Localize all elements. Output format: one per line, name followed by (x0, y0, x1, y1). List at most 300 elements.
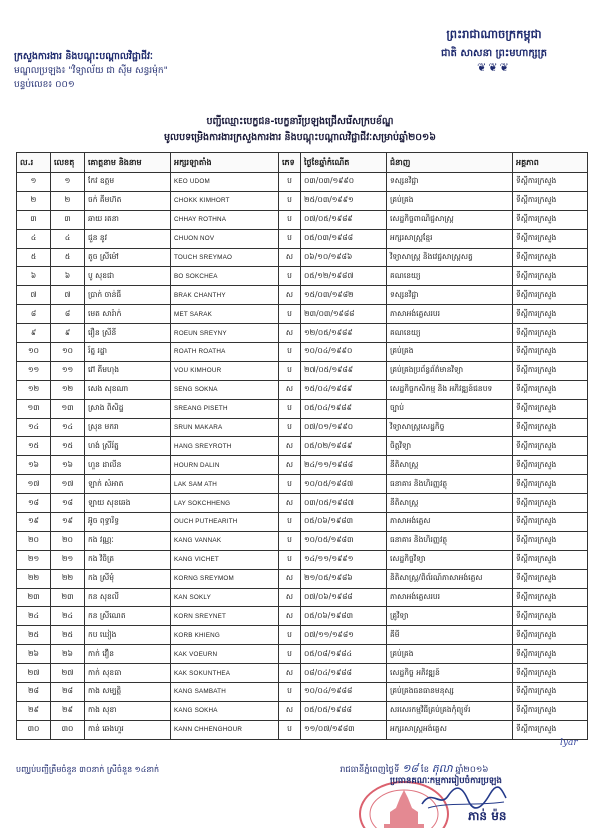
col-header-unit: អគ្គភាព (513, 153, 588, 173)
cell-unit: ទីស្តីការក្រសួង (513, 267, 588, 286)
cell-no: ១៥ (17, 437, 51, 456)
document-title (0, 115, 600, 145)
cell-dob: ១១/០៧/១៩៨៣ (301, 720, 387, 739)
cell-dob: ០៧/០៥/១៩៨៩ (301, 210, 387, 229)
cell-skill: វិទ្យាសាស្ត្រ និងវេជ្ជសាស្ត្រសត្វ (387, 248, 513, 267)
cell-no: ២១ (17, 550, 51, 569)
col-header-latin-name: អក្សរឡាតាំង (171, 153, 279, 173)
table-row (17, 324, 588, 343)
table-row (17, 210, 588, 229)
cell-sex: ស (279, 494, 301, 513)
cell-sex: ប (279, 305, 301, 324)
cell-dob: ២៥/០៣/១៩៩១ (301, 191, 387, 210)
cell-unit: ទីស្តីការក្រសួង (513, 286, 588, 305)
cell-no: ៩ (17, 324, 51, 343)
cell-sex: ប (279, 191, 301, 210)
cell-desk: ១៧ (51, 475, 85, 494)
cell-dob: ១៥/០៤/១៩៨៩ (301, 380, 387, 399)
cell-khmer-name: អ៊ូច ពុទ្ធារិទ្ធ (85, 513, 171, 532)
cell-latin-name: OUCH PUTHEARITH (171, 513, 279, 532)
cell-skill: ចិត្តវិទ្យា (387, 437, 513, 456)
cell-khmer-name: កន សុខលី (85, 588, 171, 607)
kingdom-header (404, 27, 584, 74)
cell-dob: ០៥/០២/១៩៨៩ (301, 437, 387, 456)
cell-desk: ២៩ (51, 701, 85, 720)
cell-sex: ប (279, 229, 301, 248)
cell-desk: ១០ (51, 343, 85, 362)
table-row (17, 248, 588, 267)
cell-unit: ទីស្តីការក្រសួង (513, 437, 588, 456)
cell-desk: ២៤ (51, 607, 85, 626)
cell-desk: ២០ (51, 531, 85, 550)
cell-no: ២៨ (17, 683, 51, 702)
cell-desk: ១ (51, 173, 85, 192)
cell-dob: ២៣/០៣/១៩៨៨ (301, 305, 387, 324)
table-row (17, 456, 588, 475)
cell-no: ១២ (17, 380, 51, 399)
cell-sex: ប (279, 267, 301, 286)
cell-dob: ១០/០៥/១៩៨៣ (301, 531, 387, 550)
cell-unit: ទីស្តីការក្រសួង (513, 324, 588, 343)
cell-no: ៣ (17, 210, 51, 229)
cell-desk: ៥ (51, 248, 85, 267)
cell-sex: ស (279, 324, 301, 343)
date-prefix: រាជធានីភ្នំពេញថ្ងៃទី (340, 765, 400, 775)
ministry-header (14, 50, 334, 92)
cell-no: ១៨ (17, 494, 51, 513)
cell-desk: ២២ (51, 569, 85, 588)
col-header-sex: ភេទ (279, 153, 301, 173)
cell-no: ៨ (17, 305, 51, 324)
table-row (17, 173, 588, 192)
cell-dob: ១០/០៥/១៩៨៧ (301, 475, 387, 494)
table-header-row (17, 153, 588, 173)
cell-latin-name: KORN SREYNET (171, 607, 279, 626)
cell-unit: ទីស្តីការក្រសួង (513, 569, 588, 588)
cell-khmer-name: កាក់ វឿន (85, 645, 171, 664)
cell-skill: នីតិសាស្ត្រ (387, 494, 513, 513)
cell-latin-name: ROEUN SREYNY (171, 324, 279, 343)
cell-latin-name: SRUN MAKARA (171, 418, 279, 437)
cell-latin-name: KANG SAMBATH (171, 683, 279, 702)
kingdom-title: ព្រះរាជាណាចក្រកម្ពុជា (446, 27, 542, 41)
cell-desk: ១៦ (51, 456, 85, 475)
cell-dob: ០៣/០៥/១៩៨៧ (301, 494, 387, 513)
cell-desk: ១៩ (51, 513, 85, 532)
table-row (17, 550, 588, 569)
cell-khmer-name: ឡាក់ សំអាត (85, 475, 171, 494)
cell-no: ២ (17, 191, 51, 210)
cell-khmer-name: ជួន នូវ (85, 229, 171, 248)
cell-unit: ទីស្តីការក្រសួង (513, 588, 588, 607)
cell-latin-name: SENG SOKNA (171, 380, 279, 399)
cell-unit: ទីស្តីការក្រសួង (513, 343, 588, 362)
cell-latin-name: KAK SOKUNTHEA (171, 664, 279, 683)
cell-no: ១៣ (17, 399, 51, 418)
cell-unit: ទីស្តីការក្រសួង (513, 191, 588, 210)
cell-desk: ៣ (51, 210, 85, 229)
cell-no: ៧ (17, 286, 51, 305)
cell-desk: ១៤ (51, 418, 85, 437)
cell-latin-name: TOUCH SREYMAO (171, 248, 279, 267)
cell-latin-name: CHOKK KIMHORT (171, 191, 279, 210)
cell-latin-name: KORB KHIENG (171, 626, 279, 645)
cell-skill: សរសេរកម្មវិធីគ្រប់គ្រងកុំព្យូទ័រ (387, 701, 513, 720)
cell-sex: ស (279, 588, 301, 607)
signer-name: ភាន់ ម៉ន (468, 809, 507, 823)
table-row (17, 418, 588, 437)
cell-latin-name: BRAK CHANTHY (171, 286, 279, 305)
cell-desk: ៦ (51, 267, 85, 286)
cell-khmer-name: កាង សុខា (85, 701, 171, 720)
table-row (17, 267, 588, 286)
table-row (17, 399, 588, 418)
cell-unit: ទីស្តីការក្រសួង (513, 399, 588, 418)
cell-unit: ទីស្តីការក្រសួង (513, 645, 588, 664)
cell-desk: ២៥ (51, 626, 85, 645)
cell-unit: ទីស្តីការក្រសួង (513, 380, 588, 399)
cell-dob: ០៥/០៤/១៩៨៩ (301, 399, 387, 418)
cell-khmer-name: ឆាយ រតនា (85, 210, 171, 229)
table-row (17, 626, 588, 645)
cell-skill: អក្សរសាស្ត្រអង់គ្លេស (387, 720, 513, 739)
cell-khmer-name: កាក់ សុខធា (85, 664, 171, 683)
cell-no: ២២ (17, 569, 51, 588)
cell-skill: សេដ្ឋកិច្ច អភិវឌ្ឍន៍ (387, 664, 513, 683)
cell-sex: ប (279, 343, 301, 362)
col-header-no: ល.រ (17, 153, 51, 173)
cell-skill: គ្រប់គ្រងប្រព័ន្ធព័ត៌មានវិទ្យា (387, 361, 513, 380)
cell-latin-name: KANG VICHET (171, 550, 279, 569)
cell-sex: ស (279, 456, 301, 475)
cell-khmer-name: កន ស្រីណេត (85, 607, 171, 626)
cell-skill: អក្សរសាស្ត្រខ្មែរ (387, 229, 513, 248)
cell-latin-name: SREANG PISETH (171, 399, 279, 418)
date-year: ឆ្នាំ២០១៦ (455, 765, 489, 775)
cell-khmer-name: រឿន ស្រីនី (85, 324, 171, 343)
cell-no: ១៩ (17, 513, 51, 532)
cell-khmer-name: កែវ ឧត្តម (85, 173, 171, 192)
cell-latin-name: KORNG SREYMOM (171, 569, 279, 588)
table-row (17, 494, 588, 513)
cell-dob: ១៤/១១/១៩៩១ (301, 550, 387, 569)
cell-unit: ទីស្តីការក្រសួង (513, 626, 588, 645)
cell-dob: ០៣/០៣/១៩៩០ (301, 173, 387, 192)
cell-skill: ភាសាអង់គ្លេស (387, 513, 513, 532)
room-number: បន្ទប់លេខ៖ ០០១ (14, 80, 75, 90)
cell-no: ២៣ (17, 588, 51, 607)
cell-sex: ប (279, 399, 301, 418)
cell-no: ១៦ (17, 456, 51, 475)
handwritten-initials: lyar (560, 738, 578, 748)
cell-skill: និតិសាស្ត្រ/ពិព័រណ៍ភាសាអង់គ្លេស (387, 569, 513, 588)
date-month-label: ខែ (420, 765, 429, 775)
cell-skill: សេដ្ឋកិច្ចកសិកម្ម និង អភិវឌ្ឍន៍ជនបទ (387, 380, 513, 399)
cell-sex: ប (279, 173, 301, 192)
cell-dob: ០៥/០៣/១៩៨៨ (301, 229, 387, 248)
cell-khmer-name: ហង់ ស្រីរ័ត្ន (85, 437, 171, 456)
cell-skill: សេដ្ឋកិច្ចពាណិជ្ជសាស្ត្រ (387, 210, 513, 229)
cell-unit: ទីស្តីការក្រសួង (513, 683, 588, 702)
cell-unit: ទីស្តីការក្រសួង (513, 305, 588, 324)
date-day: ១៨ (402, 762, 419, 775)
cell-desk: ១៨ (51, 494, 85, 513)
cell-unit: ទីស្តីការក្រសួង (513, 229, 588, 248)
table-row (17, 588, 588, 607)
signer-title: ប្រធានគណៈកម្មការរៀបចំការប្រឡង (390, 776, 502, 786)
table-row (17, 720, 588, 739)
table-row (17, 380, 588, 399)
cell-khmer-name: តូច ស្រីម៉ៅ (85, 248, 171, 267)
cell-no: ១៧ (17, 475, 51, 494)
cell-dob: ០៥/០៨/១៩៨៤ (301, 645, 387, 664)
cell-skill: នីតិសាស្ត្រ (387, 456, 513, 475)
cell-khmer-name: កប ឃៀង (85, 626, 171, 645)
cell-unit: ទីស្តីការក្រសួង (513, 701, 588, 720)
cell-skill: ច្បាប់ (387, 399, 513, 418)
cell-sex: ស (279, 607, 301, 626)
cell-unit: ទីស្តីការក្រសួង (513, 248, 588, 267)
cell-skill: គីមី (387, 626, 513, 645)
cell-sex: ស (279, 664, 301, 683)
cell-latin-name: ROATH ROATHA (171, 343, 279, 362)
cell-unit: ទីស្តីការក្រសួង (513, 210, 588, 229)
cell-unit: ទីស្តីការក្រសួង (513, 173, 588, 192)
cell-dob: ០៦/១០/១៩៨៦ (301, 248, 387, 267)
cell-sex: ស (279, 437, 301, 456)
table-row (17, 361, 588, 380)
cell-no: ១១ (17, 361, 51, 380)
cell-khmer-name: កង វណ្ណៈ (85, 531, 171, 550)
cell-sex: ប (279, 550, 301, 569)
cell-skill: ភាសាអង់គ្លេសរបរ (387, 305, 513, 324)
cell-sex: ស (279, 286, 301, 305)
cell-sex: ប (279, 720, 301, 739)
cell-latin-name: CHUON NOV (171, 229, 279, 248)
table-row (17, 437, 588, 456)
cell-no: ២៦ (17, 645, 51, 664)
cell-unit: ទីស្តីការក្រសួង (513, 513, 588, 532)
national-motto: ជាតិ សាសនា ព្រះមហាក្សត្រ (441, 48, 547, 59)
cell-latin-name: KANN CHHENGHOUR (171, 720, 279, 739)
table-row (17, 531, 588, 550)
cell-khmer-name: បូ សុខជា (85, 267, 171, 286)
cell-dob: ១០/០៤/១៩៩០ (301, 343, 387, 362)
cell-sex: ប (279, 361, 301, 380)
cell-unit: ទីស្តីការក្រសួង (513, 475, 588, 494)
date-month: តុលា (431, 762, 453, 775)
table-row (17, 286, 588, 305)
table-body (17, 173, 588, 740)
cell-dob: ២៧/០៥/១៩៨៩ (301, 361, 387, 380)
cell-dob: ០៧/០៦/១៩៨៨ (301, 588, 387, 607)
exam-center: មណ្ឌលប្រឡង៖ "វិទ្យាល័យ ជា ស៊ីម សន្ធរម៉ុក" (14, 66, 168, 76)
cell-dob: ០៥/០៦/១៩៨៣ (301, 513, 387, 532)
cell-sex: ស (279, 701, 301, 720)
cell-dob: ០៧/០១/១៩៩០ (301, 418, 387, 437)
cell-latin-name: MET SARAK (171, 305, 279, 324)
cell-skill: គណនេយ្យ (387, 267, 513, 286)
cell-khmer-name: ស្រាង ពិសិដ្ឋ (85, 399, 171, 418)
col-header-dob: ថ្ងៃខែឆ្នាំកំណើត (301, 153, 387, 173)
cell-sex: ប (279, 210, 301, 229)
cell-latin-name: KAN SOKLY (171, 588, 279, 607)
cell-khmer-name: ស្រុន មករា (85, 418, 171, 437)
cell-latin-name: CHHAY ROTHNA (171, 210, 279, 229)
cell-sex: ប (279, 475, 301, 494)
cell-latin-name: LAK SAM ATH (171, 475, 279, 494)
cell-desk: ២៣ (51, 588, 85, 607)
table-row (17, 513, 588, 532)
cell-skill: គណនេយ្យ (387, 324, 513, 343)
table-row (17, 664, 588, 683)
table-row (17, 475, 588, 494)
cell-no: ៤ (17, 229, 51, 248)
cell-dob: ២១/០៥/១៩៨៦ (301, 569, 387, 588)
cell-khmer-name: ប្រាក់ ចាន់ធី (85, 286, 171, 305)
cell-no: ១៤ (17, 418, 51, 437)
cell-dob: ១០/០៤/១៩៨៨ (301, 683, 387, 702)
cell-latin-name: KANG VANNAK (171, 531, 279, 550)
cell-no: ៣០ (17, 720, 51, 739)
cell-desk: ២៦ (51, 645, 85, 664)
cell-latin-name: BO SOKCHEA (171, 267, 279, 286)
table-row (17, 701, 588, 720)
cell-latin-name: LAY SOKCHHENG (171, 494, 279, 513)
cell-khmer-name: រ័ត្ន រដ្ឋា (85, 343, 171, 362)
cell-no: ២៥ (17, 626, 51, 645)
cell-unit: ទីស្តីការក្រសួង (513, 720, 588, 739)
cell-dob: ០៨/០៤/១៩៨៨ (301, 664, 387, 683)
col-header-skill: ជំនាញ (387, 153, 513, 173)
cell-latin-name: VOU KIMHOUR (171, 361, 279, 380)
cell-no: ១ (17, 173, 51, 192)
cell-skill: ធនាគារ និងហិរញ្ញវត្ថុ (387, 475, 513, 494)
cell-desk: ៨ (51, 305, 85, 324)
table-row (17, 607, 588, 626)
cell-desk: ១១ (51, 361, 85, 380)
table-row (17, 343, 588, 362)
cell-no: ២៧ (17, 664, 51, 683)
cell-desk: ១២ (51, 380, 85, 399)
cell-skill: ភាសាអង់គ្លេសរបរ (387, 588, 513, 607)
cell-unit: ទីស្តីការក្រសួង (513, 494, 588, 513)
cell-skill: វិទ្យាសាស្ត្រសេដ្ឋកិច្ច (387, 418, 513, 437)
cell-dob: ២៤/១១/១៩៨៨ (301, 456, 387, 475)
cell-unit: ទីស្តីការក្រសួង (513, 664, 588, 683)
cell-skill: គ្រប់គ្រង (387, 343, 513, 362)
cell-no: ៥ (17, 248, 51, 267)
cell-desk: ១៥ (51, 437, 85, 456)
table-row (17, 229, 588, 248)
cell-khmer-name: កាន់ ឆេងហួរ (85, 720, 171, 739)
candidate-table (16, 152, 588, 740)
cell-skill: គ្រប់គ្រង (387, 191, 513, 210)
cell-sex: ស (279, 569, 301, 588)
cell-khmer-name: មេត សារ៉ាក់ (85, 305, 171, 324)
cell-khmer-name: ចក់ គីមហ៊ត (85, 191, 171, 210)
cell-no: ២៤ (17, 607, 51, 626)
table-row (17, 569, 588, 588)
cell-no: ២៩ (17, 701, 51, 720)
cell-dob: ០៥/០៥/១៩៨៨ (301, 701, 387, 720)
cell-unit: ទីស្តីការក្រសួង (513, 607, 588, 626)
cell-khmer-name: ហួន ដាលីន (85, 456, 171, 475)
cell-skill: គ្រប់គ្រង (387, 645, 513, 664)
cell-unit: ទីស្តីការក្រសួង (513, 531, 588, 550)
cell-unit: ទីស្តីការក្រសួង (513, 361, 588, 380)
cell-desk: ២ (51, 191, 85, 210)
cell-desk: ៩ (51, 324, 85, 343)
cell-skill: សេដ្ឋកិច្ចវិទ្យា (387, 550, 513, 569)
cell-skill: ធនាគារ និងហិរញ្ញវត្ថុ (387, 531, 513, 550)
cell-sex: ប (279, 626, 301, 645)
cell-no: ២០ (17, 531, 51, 550)
cell-desk: ៣០ (51, 720, 85, 739)
cell-latin-name: KAK VOEURN (171, 645, 279, 664)
cell-desk: ៧ (51, 286, 85, 305)
cell-sex: ប (279, 513, 301, 532)
table-row (17, 305, 588, 324)
cell-khmer-name: កង ស្រីមុំ (85, 569, 171, 588)
col-header-khmer-name: គោត្តនាម និងនាម (85, 153, 171, 173)
cell-unit: ទីស្តីការក្រសួង (513, 550, 588, 569)
cell-skill: ទស្សនវិជ្ជា (387, 286, 513, 305)
cell-latin-name: KEO UDOM (171, 173, 279, 192)
cell-dob: ១៥/០៣/១៩៨២ (301, 286, 387, 305)
cell-latin-name: HANG SREYROTH (171, 437, 279, 456)
cell-sex: ប (279, 645, 301, 664)
summary-note: បញ្ឈប់បញ្ជីត្រឹមចំនួន ៣០នាក់ ស្រីចំនួន ១៤នាក់ (16, 765, 160, 774)
cell-desk: ២៨ (51, 683, 85, 702)
cell-khmer-name: ឡាយ សុខឆេង (85, 494, 171, 513)
cell-khmer-name: កង វិចិត្រ (85, 550, 171, 569)
cell-khmer-name: កាង សម្បត្តិ (85, 683, 171, 702)
col-header-desk: លេខតុ (51, 153, 85, 173)
cell-khmer-name: សេង សុខណា (85, 380, 171, 399)
cell-sex: ស (279, 380, 301, 399)
cell-latin-name: HOURN DALIN (171, 456, 279, 475)
cell-no: ១០ (17, 343, 51, 362)
cell-unit: ទីស្តីការក្រសួង (513, 456, 588, 475)
table-row (17, 683, 588, 702)
cell-dob: ០៧/១១/១៩៨១ (301, 626, 387, 645)
cell-skill: គ្រប់គ្រងធនធានមនុស្ស (387, 683, 513, 702)
cell-skill: គ្រូវិទ្យា (387, 607, 513, 626)
cell-unit: ទីស្តីការក្រសួង (513, 418, 588, 437)
ministry-name: ក្រសួងការងារ និងបណ្តុះបណ្តាលវិជ្ជាជីវៈ (14, 51, 153, 62)
cell-sex: ស (279, 248, 301, 267)
cell-desk: ២៧ (51, 664, 85, 683)
cell-desk: ១៣ (51, 399, 85, 418)
cell-dob: ០៥/០៦/១៩៨៣ (301, 607, 387, 626)
cell-sex: ប (279, 531, 301, 550)
table-row (17, 645, 588, 664)
cell-sex: ប (279, 418, 301, 437)
cell-dob: ១២/០៥/១៩៨៩ (301, 324, 387, 343)
ornament-divider-icon: ❦❦❦ (477, 61, 511, 74)
cell-skill: ទស្សនវិជ្ជា (387, 173, 513, 192)
cell-desk: ២១ (51, 550, 85, 569)
cell-sex: ប (279, 683, 301, 702)
cell-no: ៦ (17, 267, 51, 286)
cell-latin-name: KANG SOKHA (171, 701, 279, 720)
table-row (17, 191, 588, 210)
cell-desk: ៤ (51, 229, 85, 248)
title-line-2: មូលបទម្រេិងការងារក្រសួងការងារ និងបណ្តុះបណ្តាលវិជ្ជាជីវៈសម្រាប់ឆ្នាំ២០១៦ (164, 132, 436, 143)
cell-khmer-name: វៅ គីមហុង (85, 361, 171, 380)
cell-dob: ០៥/១២/១៩៨៧ (301, 267, 387, 286)
